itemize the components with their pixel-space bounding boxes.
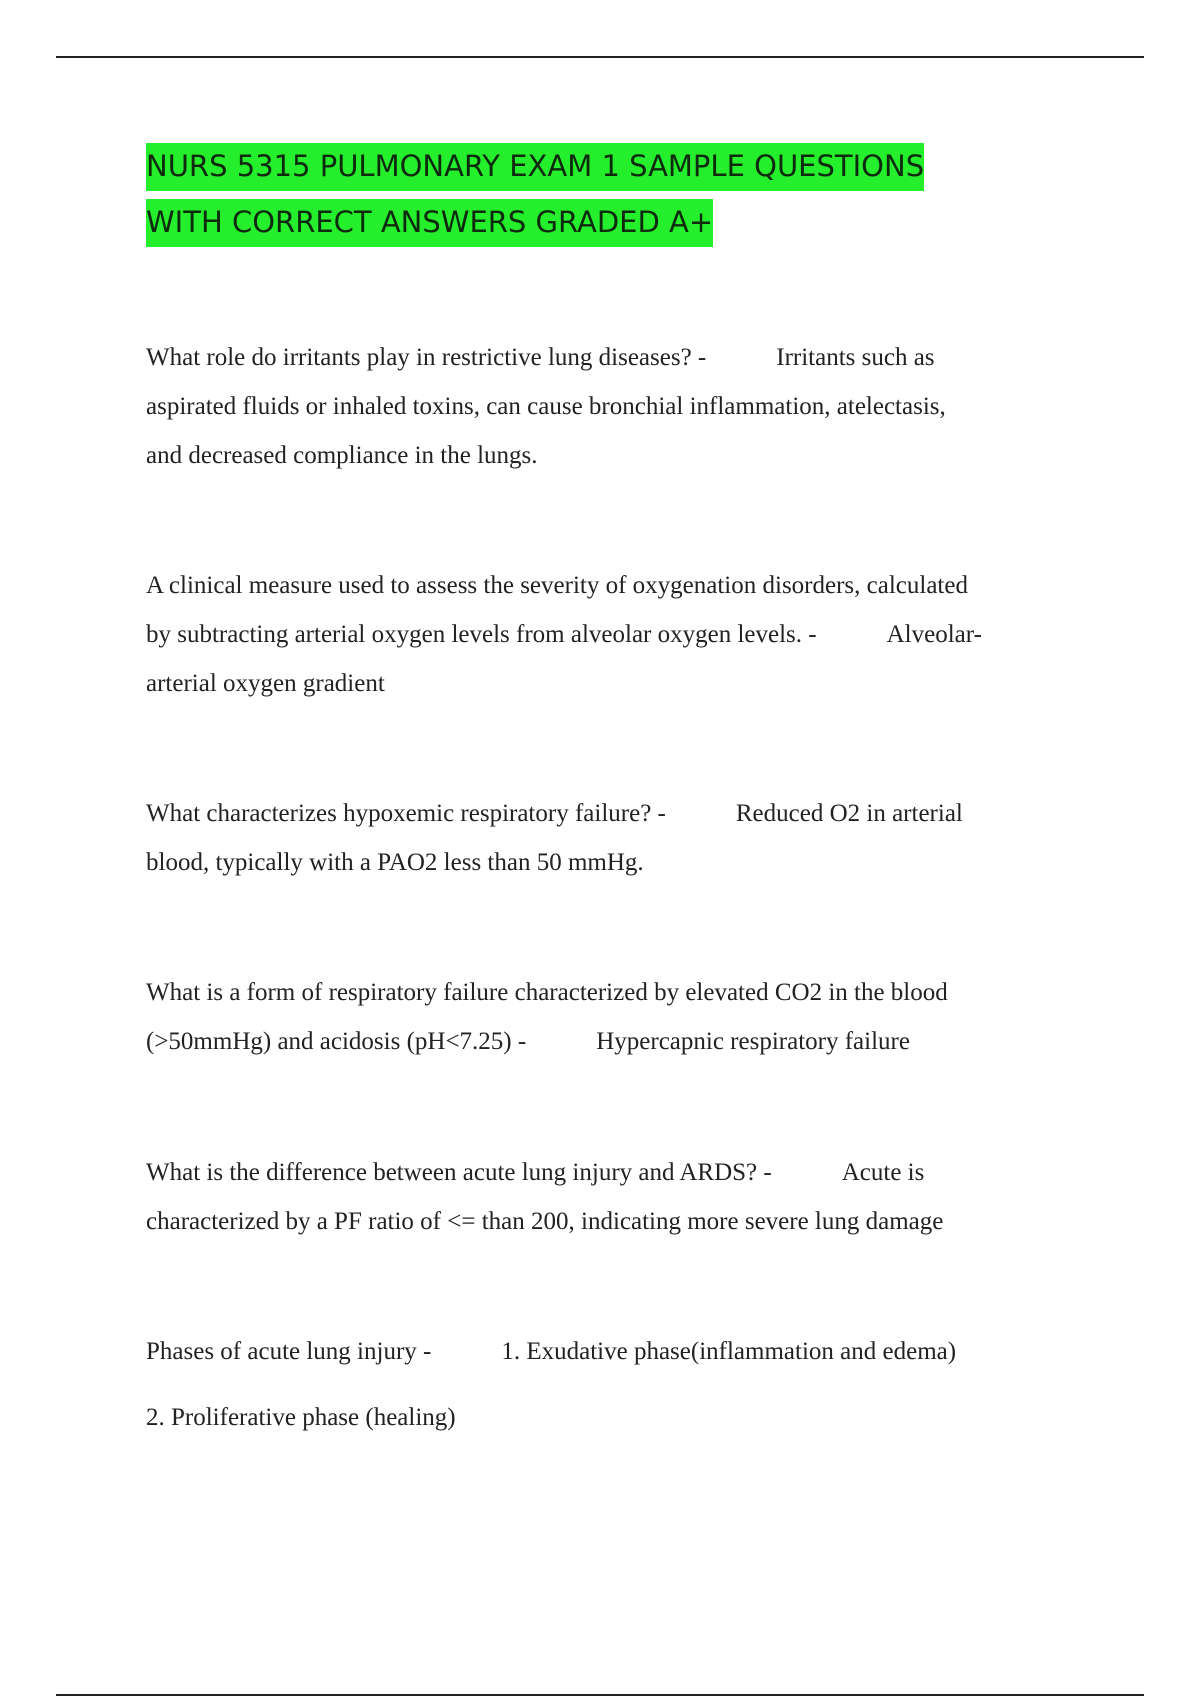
title-line-1: NURS 5315 PULMONARY EXAM 1 SAMPLE QUESTIONS: [146, 143, 924, 191]
bottom-rule: [56, 1694, 1144, 1696]
qa-line: [146, 1327, 1096, 1376]
question-text: (>50mmHg) and acidosis (pH<7.25) -: [146, 1028, 527, 1055]
question-text: What is the difference between acute lung injury and ARDS? -: [146, 1159, 772, 1186]
qa-line: and decreased compliance in the lungs.: [146, 442, 538, 469]
answer-text: Alveolar-: [886, 621, 982, 648]
answer-text: Hypercapnic respiratory failure: [596, 1028, 910, 1055]
question-text: What role do irritants play in restrictive lung diseases? -: [146, 344, 707, 371]
title-line-2: WITH CORRECT ANSWERS GRADED A+: [146, 199, 713, 247]
qa-line: blood, typically with a PAO2 less than 50 mmHg.: [146, 849, 644, 876]
qa-item-aa-gradient: [146, 561, 1096, 708]
qa-line: arterial oxygen gradient: [146, 670, 385, 697]
qa-item-hypoxemic: [146, 789, 1096, 887]
qa-item-hypercapnic: [146, 968, 1096, 1066]
question-text: Phases of acute lung injury -: [146, 1338, 432, 1365]
qa-item-irritants: [146, 333, 1096, 480]
qa-line: [146, 610, 1096, 659]
question-text: by subtracting arterial oxygen levels from alveolar oxygen levels. -: [146, 621, 817, 648]
document-title: [146, 138, 1086, 250]
qa-item-ali-ards: [146, 1148, 1096, 1246]
answer-text: 1. Exudative phase(inflammation and edema): [501, 1338, 957, 1365]
qa-line: aspirated fluids or inhaled toxins, can cause bronchial inflammation, atelectasis,: [146, 393, 946, 420]
qa-line: characterized by a PF ratio of <= than 200, indicating more severe lung damage: [146, 1208, 944, 1235]
answer-text: Acute is: [841, 1159, 925, 1186]
answer-text: Reduced O2 in arterial: [735, 800, 963, 827]
qa-line: [146, 789, 1096, 838]
qa-line: [146, 1148, 1096, 1197]
answer-text: Irritants such as: [776, 344, 935, 371]
qa-item-phases: [146, 1327, 1096, 1442]
qa-line: A clinical measure used to assess the severity of oxygenation disorders, calculated: [146, 572, 968, 599]
qa-line: [146, 333, 1096, 382]
qa-line: 2. Proliferative phase (healing): [146, 1404, 456, 1431]
top-rule: [56, 56, 1144, 58]
qa-line: [146, 1017, 1096, 1066]
question-text: What characterizes hypoxemic respiratory failure? -: [146, 800, 666, 827]
qa-line: What is a form of respiratory failure characterized by elevated CO2 in the blood: [146, 979, 948, 1006]
